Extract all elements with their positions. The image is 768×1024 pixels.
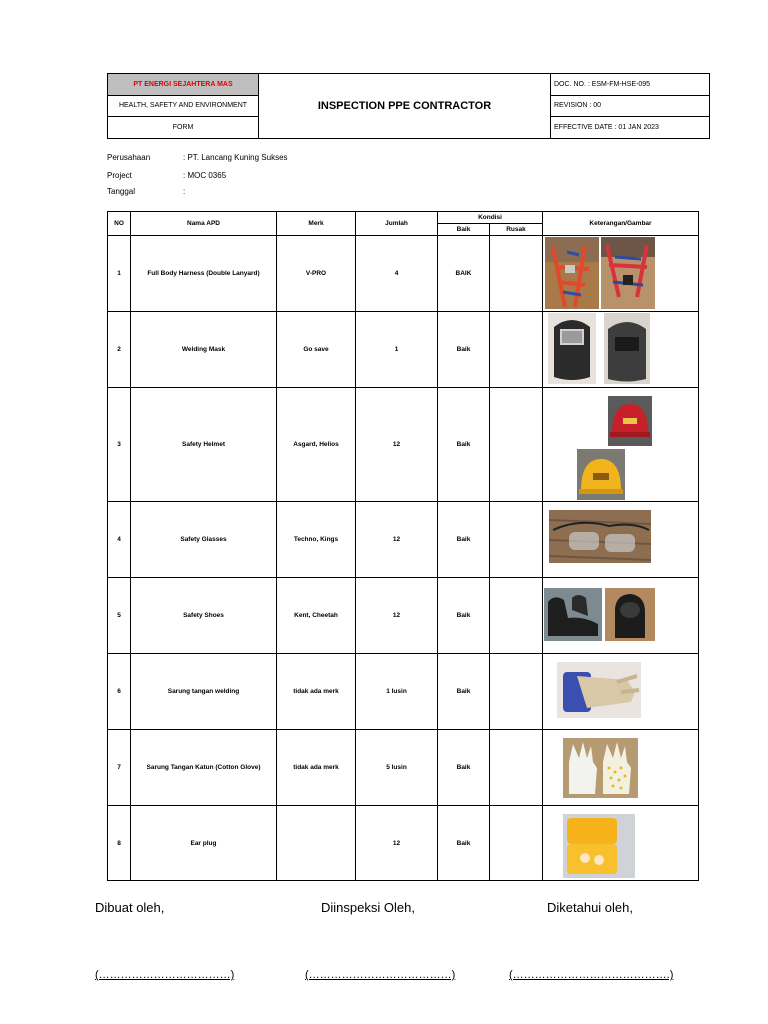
header-merk: Merk [277,212,356,236]
row-jumlah: 1 [356,312,438,388]
row-rusak [490,502,543,578]
row-jumlah: 12 [356,388,438,502]
harness-photo-1 [545,237,599,309]
row-jumlah: 12 [356,502,438,578]
row-merk: V-PRO [277,236,356,312]
row-no: 5 [108,578,131,654]
row-baik: Baik [438,388,490,502]
header-nama-apd: Nama APD [131,212,277,236]
table-row [108,388,699,502]
row-no: 2 [108,312,131,388]
row-image-cell [543,502,699,578]
signature-line-dibuat: (………………………………) [95,969,235,981]
row-image-cell [543,654,699,730]
document-header [107,73,710,139]
safety-shoes-photo-1 [544,588,602,641]
table-row [108,578,699,654]
cotton-gloves-photo [563,738,638,798]
table-row [108,502,699,578]
row-nama-apd: Safety Helmet [131,388,277,502]
row-rusak [490,312,543,388]
row-merk [277,806,356,881]
row-jumlah: 5 lusin [356,730,438,806]
info-tanggal [107,187,185,196]
row-baik: Baik [438,730,490,806]
header-no: NO [108,212,131,236]
row-rusak [490,388,543,502]
info-project [107,171,226,180]
table-row [108,806,699,881]
welding-mask-photo-2 [604,313,650,384]
row-nama-apd: Ear plug [131,806,277,881]
effective-date: EFFECTIVE DATE : 01 JAN 2023 [551,117,710,139]
row-nama-apd: Sarung tangan welding [131,654,277,730]
table-row [108,312,699,388]
red-helmet-photo [608,396,652,446]
table-row [108,730,699,806]
row-image-cell [543,806,699,881]
header-jumlah: Jumlah [356,212,438,236]
signature-line-diinspeksi: (…………………………………) [305,969,456,981]
diketahui-oleh-label: Diketahui oleh, [547,900,633,915]
row-rusak [490,578,543,654]
row-baik: Baik [438,312,490,388]
row-jumlah: 12 [356,806,438,881]
row-merk: tidak ada merk [277,654,356,730]
project-label: Project [107,171,132,180]
row-rusak [490,654,543,730]
row-nama-apd: Welding Mask [131,312,277,388]
doc-number: DOC. NO. : ESM-FM-HSE-095 [551,74,710,96]
header-kondisi: Kondisi [438,212,543,224]
row-merk: Go save [277,312,356,388]
row-nama-apd: Sarung Tangan Katun (Cotton Glove) [131,730,277,806]
row-merk: Kent, Cheetah [277,578,356,654]
row-merk: Techno, Kings [277,502,356,578]
row-nama-apd: Safety Shoes [131,578,277,654]
row-nama-apd: Full Body Harness (Double Lanyard) [131,236,277,312]
row-baik: BAIK [438,236,490,312]
header-rusak: Rusak [490,224,543,236]
row-no: 8 [108,806,131,881]
row-baik: Baik [438,502,490,578]
row-no: 3 [108,388,131,502]
row-nama-apd: Safety Glasses [131,502,277,578]
signature-line-diketahui: (…………………………………….) [509,969,674,981]
row-rusak [490,806,543,881]
inspection-table [107,211,699,881]
row-image-cell [543,388,699,502]
harness-photo-2 [601,237,655,309]
perusahaan-value: : PT. Lancang Kuning Sukses [183,153,288,162]
table-row [108,654,699,730]
row-baik: Baik [438,806,490,881]
form-label: FORM [108,117,259,139]
safety-glasses-photo [549,510,651,563]
row-baik: Baik [438,578,490,654]
header-keterangan: Keterangan/Gambar [543,212,699,236]
project-value: : MOC 0365 [183,171,227,180]
row-merk: Asgard, Helios [277,388,356,502]
row-image-cell [543,312,699,388]
tanggal-value: : [183,187,186,196]
row-no: 4 [108,502,131,578]
row-jumlah: 12 [356,578,438,654]
tanggal-label: Tanggal [107,187,136,196]
info-perusahaan [107,153,288,162]
row-no: 1 [108,236,131,312]
table-row [108,236,699,312]
row-rusak [490,236,543,312]
perusahaan-label: Perusahaan [107,153,151,162]
row-image-cell [543,236,699,312]
header-baik: Baik [438,224,490,236]
dibuat-oleh-label: Dibuat oleh, [95,900,165,915]
revision: REVISION : 00 [551,95,710,117]
ear-plug-photo [563,814,635,878]
department-name: HEALTH, SAFETY AND ENVIRONMENT [108,95,259,117]
row-jumlah: 4 [356,236,438,312]
row-baik: Baik [438,654,490,730]
yellow-helmet-photo [577,449,625,500]
row-merk: tidak ada merk [277,730,356,806]
document-title: INSPECTION PPE CONTRACTOR [259,74,551,139]
safety-shoes-photo-2 [605,588,655,641]
row-jumlah: 1 lusin [356,654,438,730]
row-image-cell [543,578,699,654]
welding-gloves-photo [557,662,641,718]
row-image-cell [543,730,699,806]
company-name: PT ENERGI SEJAHTERA MAS [108,74,259,96]
row-rusak [490,730,543,806]
row-no: 6 [108,654,131,730]
diinspeksi-oleh-label: Diinspeksi Oleh, [321,900,415,915]
row-no: 7 [108,730,131,806]
welding-mask-photo-1 [548,313,596,384]
